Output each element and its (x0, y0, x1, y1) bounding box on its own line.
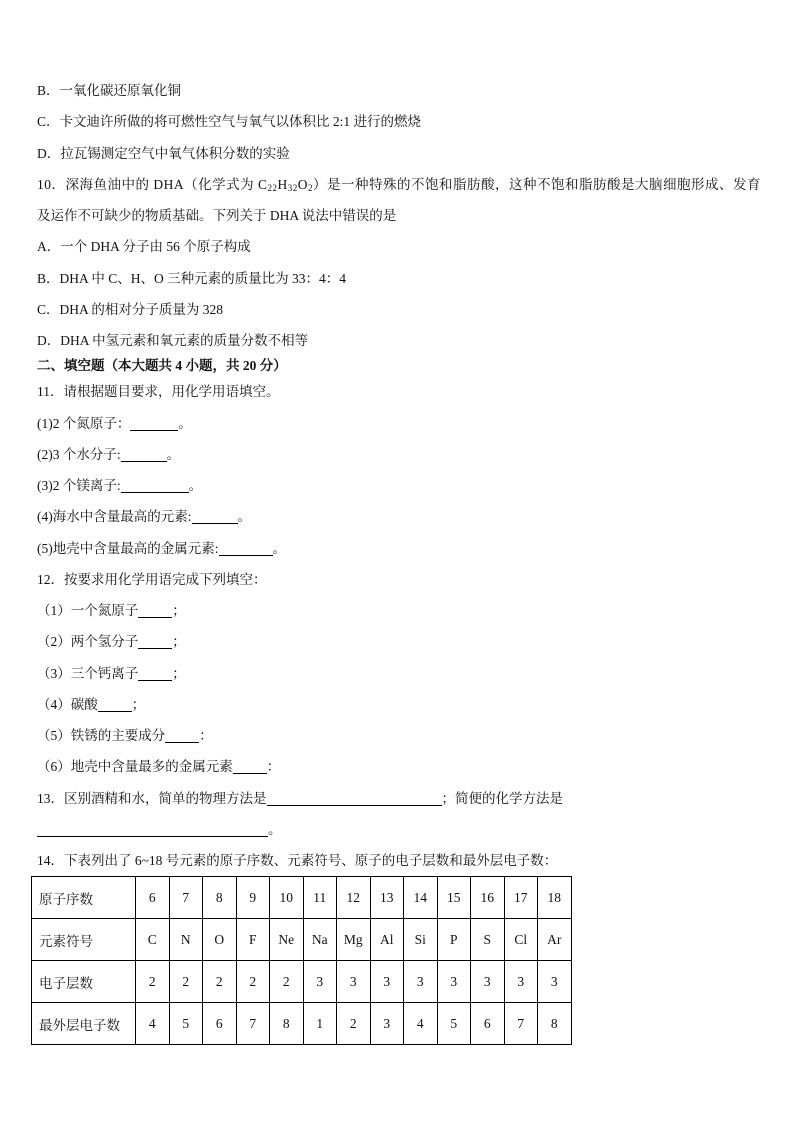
table-cell: 15 (437, 877, 471, 919)
answer-blank (138, 635, 172, 650)
table-row (32, 1003, 572, 1045)
table-cell: N (169, 919, 203, 961)
table-cell: 18 (538, 877, 572, 919)
question-stem: 区别酒精和水，简单的物理方法是 (64, 790, 267, 806)
option-label: B． (37, 83, 60, 98)
row-header: 原子序数 (32, 877, 136, 919)
table-cell: Mg (337, 919, 371, 961)
option-text: 拉瓦锡测定空气中氧气体积分数的实验 (60, 145, 290, 161)
q11-item-1 (37, 408, 767, 439)
item-suffix: 。 (237, 509, 251, 525)
question-number: 11． (37, 384, 64, 400)
answer-blank (233, 760, 267, 775)
table-cell: 3 (370, 1003, 404, 1045)
table-cell: 3 (370, 961, 404, 1003)
option-text: 一氧化碳还原氧化铜 (59, 83, 182, 98)
table-cell: 3 (303, 961, 337, 1003)
table-cell: Cl (504, 919, 538, 961)
q12-item-5 (37, 720, 767, 751)
table-cell: 8 (203, 877, 237, 919)
option-text: DHA 中氢元素和氧元素的质量分数不相等 (60, 333, 309, 348)
question-number: 14． (37, 853, 64, 868)
option-label: B． (37, 270, 60, 286)
q13-line1 (37, 783, 767, 814)
table-cell: 7 (504, 1003, 538, 1045)
item-suffix: ； (172, 665, 186, 681)
table-cell: 3 (471, 961, 505, 1003)
answer-blank (37, 822, 268, 837)
formula-element: O (297, 176, 309, 192)
table-cell: 2 (270, 961, 304, 1003)
table-cell: 11 (303, 877, 337, 919)
table-row (32, 919, 572, 961)
table-cell: 10 (270, 877, 304, 919)
item-prefix: （3）三个钙离子 (37, 665, 139, 681)
table-cell: 17 (504, 877, 538, 919)
q11-item-2 (37, 439, 767, 470)
item-prefix: (1)2 个氮原子： (37, 415, 131, 431)
item-prefix: (2)3 个水分子: (37, 446, 121, 462)
option-text: 一个 DHA 分子由 56 个原子构成 (60, 239, 251, 255)
table-cell: 2 (337, 1003, 371, 1045)
element-table-body (32, 877, 572, 1045)
q9-option-c (37, 106, 767, 137)
item-suffix: ： (199, 728, 213, 743)
table-cell: 3 (538, 961, 572, 1003)
q13-line2 (37, 814, 767, 845)
element-table-container (31, 876, 767, 1045)
option-text: DHA 的相对分子质量为 328 (59, 301, 224, 317)
item-suffix: ； (172, 634, 186, 650)
answer-blank (98, 697, 132, 712)
item-suffix: 。 (188, 478, 203, 493)
table-cell: 12 (337, 877, 371, 919)
table-cell: F (236, 919, 270, 961)
q9-option-d (37, 138, 767, 169)
table-cell: 4 (404, 1003, 438, 1045)
table-cell: 6 (203, 1003, 237, 1045)
q10-stem-line1 (37, 169, 767, 200)
table-cell: O (203, 919, 237, 961)
q12-item-1 (37, 595, 767, 626)
item-suffix: ； (172, 603, 186, 618)
table-cell: 7 (169, 877, 203, 919)
table-cell: 5 (437, 1003, 471, 1045)
row-header: 最外层电子数 (32, 1003, 136, 1045)
table-cell: Al (370, 919, 404, 961)
q12-item-4 (37, 689, 767, 720)
chemical-formula (258, 177, 313, 192)
question-stem: 请根据题目要求，用化学用语填空。 (63, 384, 280, 400)
section-heading: 二、填空题（本大题共 4 小题，共 20 分） (37, 358, 287, 374)
table-cell: 6 (136, 877, 170, 919)
question-stem: 按要求用化学用语完成下列填空： (64, 571, 267, 587)
item-suffix: 。 (178, 415, 192, 431)
table-cell: 2 (169, 961, 203, 1003)
q10-option-c (37, 294, 767, 325)
formula-subscript: 32 (287, 182, 298, 193)
item-prefix: （1）一个氮原子 (37, 603, 139, 618)
table-cell: 2 (236, 961, 270, 1003)
table-row (32, 877, 572, 919)
option-label: D． (37, 145, 61, 161)
table-cell: 13 (370, 877, 404, 919)
option-text: 卡文迪许所做的将可燃性空气与氧气以体积比 2:1 进行的燃烧 (59, 114, 422, 130)
option-text: DHA 中 C、H、O 三种元素的质量比为 33：4：4 (59, 270, 347, 286)
answer-blank (121, 447, 167, 462)
table-cell: 16 (471, 877, 505, 919)
formula-subscript: 22 (267, 182, 278, 193)
answer-blank (130, 416, 178, 431)
table-cell: C (136, 919, 170, 961)
question-stem: 及运作不可缺少的物质基础。下列关于 DHA 说法中错误的是 (37, 208, 397, 223)
table-cell: 8 (538, 1003, 572, 1045)
answer-blank (219, 541, 273, 556)
table-cell: 4 (136, 1003, 170, 1045)
table-cell: Si (404, 919, 438, 961)
formula-element: H (277, 176, 288, 192)
q9-option-b (37, 75, 767, 106)
question-stem-middle: ；简便的化学方法是 (441, 790, 563, 806)
table-cell: 5 (169, 1003, 203, 1045)
table-cell: Ne (270, 919, 304, 961)
item-prefix: （4）碳酸 (37, 696, 98, 712)
option-label: C． (37, 301, 60, 317)
table-cell: 3 (404, 961, 438, 1003)
row-header: 元素符号 (32, 919, 136, 961)
q11-item-5 (37, 533, 767, 564)
q11-item-4 (37, 501, 767, 532)
question-stem-end: 。 (268, 821, 282, 837)
q12-stem (37, 564, 767, 595)
table-row (32, 961, 572, 1003)
table-cell: Na (303, 919, 337, 961)
question-number: 13． (37, 790, 64, 806)
question-stem: ）是一种特殊的不饱和脂肪酸，这种不饱和脂肪酸是大脑细胞形成、发育 (313, 176, 762, 192)
answer-blank (267, 791, 442, 806)
item-prefix: (3)2 个镁离子: (37, 478, 121, 493)
table-cell: 1 (303, 1003, 337, 1045)
table-cell: 2 (203, 961, 237, 1003)
item-suffix: 。 (272, 540, 286, 556)
q12-item-2 (37, 626, 767, 657)
item-suffix: 。 (166, 446, 181, 462)
table-cell: 14 (404, 877, 438, 919)
element-table (31, 876, 572, 1045)
answer-blank (138, 666, 172, 681)
item-prefix: (5)地壳中含量最高的金属元素: (37, 540, 219, 556)
q11-stem (37, 376, 767, 407)
q12-item-3 (37, 658, 767, 689)
q10-stem-line2 (37, 200, 767, 231)
q10-option-b (37, 263, 767, 294)
table-cell: S (471, 919, 505, 961)
answer-blank (165, 729, 199, 744)
answer-blank (121, 479, 189, 494)
table-cell: 9 (236, 877, 270, 919)
option-label: A． (37, 239, 61, 255)
table-cell: Ar (538, 919, 572, 961)
table-cell: 8 (270, 1003, 304, 1045)
table-cell: 2 (136, 961, 170, 1003)
q10-option-a (37, 231, 767, 262)
q10-option-d (37, 325, 767, 356)
formula-subscript: 2 (308, 182, 314, 193)
q11-item-3 (37, 470, 767, 501)
item-prefix: (4)海水中含量最高的元素: (37, 509, 192, 525)
row-header: 电子层数 (32, 961, 136, 1003)
table-cell: 3 (437, 961, 471, 1003)
answer-blank (138, 604, 172, 619)
table-cell: 7 (236, 1003, 270, 1045)
table-cell: 3 (337, 961, 371, 1003)
q14-stem (37, 845, 767, 876)
item-prefix: （5）铁锈的主要成分 (37, 728, 166, 743)
q12-item-6 (37, 751, 767, 782)
exam-page (37, 75, 767, 1045)
table-cell: P (437, 919, 471, 961)
option-label: D． (37, 333, 61, 348)
question-stem: 深海鱼油中的 DHA（化学式为 (65, 176, 258, 192)
option-label: C． (37, 114, 60, 130)
item-prefix: （2）两个氢分子 (37, 634, 139, 650)
table-cell: 6 (471, 1003, 505, 1045)
item-suffix: ； (131, 696, 146, 712)
item-suffix: ： (266, 759, 281, 775)
table-cell: 3 (504, 961, 538, 1003)
answer-blank (192, 510, 238, 525)
question-stem: 下表列出了 6~18 号元素的原子序数、元素符号、原子的电子层数和最外层电子数： (64, 853, 558, 868)
question-number: 10． (37, 176, 66, 192)
formula-element: C (258, 176, 268, 192)
item-prefix: （6）地壳中含量最多的金属元素 (37, 759, 233, 775)
question-number: 12． (37, 571, 64, 587)
